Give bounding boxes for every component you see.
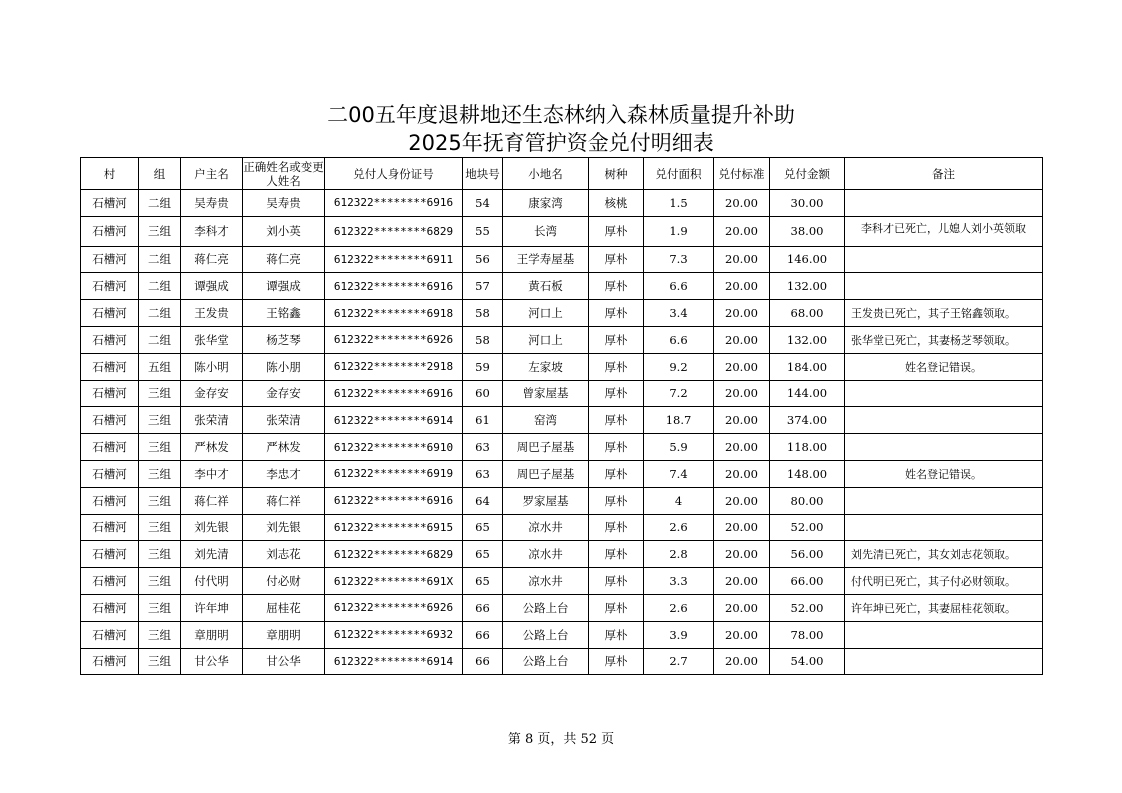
cell-tree-species: 厚朴 — [589, 621, 644, 648]
cell-place-name: 凉水井 — [503, 568, 589, 595]
cell-plot-number: 54 — [463, 190, 503, 217]
cell-place-name: 公路上台 — [503, 594, 589, 621]
cell-place-name: 周巴子屋基 — [503, 434, 589, 461]
cell-area: 1.9 — [644, 216, 714, 246]
cell-tree-species: 厚朴 — [589, 273, 644, 300]
cell-amount: 30.00 — [770, 190, 845, 217]
cell-standard: 20.00 — [714, 460, 770, 487]
cell-village: 石槽河 — [81, 487, 139, 514]
cell-place-name: 长湾 — [503, 216, 589, 246]
cell-group: 三组 — [139, 380, 181, 407]
cell-correct-name: 吴寿贵 — [243, 190, 325, 217]
cell-plot-number: 59 — [463, 353, 503, 380]
cell-amount: 80.00 — [770, 487, 845, 514]
cell-correct-name: 刘志花 — [243, 541, 325, 568]
cell-group: 二组 — [139, 326, 181, 353]
cell-area: 4 — [644, 487, 714, 514]
cell-amount: 68.00 — [770, 300, 845, 327]
cell-standard: 20.00 — [714, 514, 770, 541]
header-amount: 兑付金额 — [770, 158, 845, 190]
cell-correct-name: 王铭鑫 — [243, 300, 325, 327]
cell-householder: 刘先清 — [181, 541, 243, 568]
cell-householder: 王发贵 — [181, 300, 243, 327]
cell-area: 2.7 — [644, 648, 714, 675]
table-row — [81, 326, 1043, 353]
cell-correct-name: 金存安 — [243, 380, 325, 407]
cell-village: 石槽河 — [81, 273, 139, 300]
cell-correct-name: 张荣清 — [243, 407, 325, 434]
cell-plot-number: 56 — [463, 246, 503, 273]
cell-id-number: 612322********6919 — [325, 460, 463, 487]
cell-place-name: 凉水井 — [503, 514, 589, 541]
cell-remarks: 王发贵已死亡，其子王铭鑫领取。 — [845, 300, 1043, 327]
table-row — [81, 216, 1043, 246]
cell-tree-species: 厚朴 — [589, 568, 644, 595]
cell-group: 三组 — [139, 648, 181, 675]
cell-standard: 20.00 — [714, 353, 770, 380]
cell-standard: 20.00 — [714, 216, 770, 246]
cell-area: 3.4 — [644, 300, 714, 327]
cell-remarks: 张华堂已死亡，其妻杨芝琴领取。 — [845, 326, 1043, 353]
cell-place-name: 公路上台 — [503, 621, 589, 648]
table-row — [81, 246, 1043, 273]
cell-place-name: 河口上 — [503, 300, 589, 327]
cell-id-number: 612322********2918 — [325, 353, 463, 380]
table-row — [81, 407, 1043, 434]
cell-householder: 谭强成 — [181, 273, 243, 300]
cell-plot-number: 60 — [463, 380, 503, 407]
cell-village: 石槽河 — [81, 434, 139, 461]
header-remarks: 备注 — [845, 158, 1043, 190]
cell-amount: 118.00 — [770, 434, 845, 461]
cell-area: 9.2 — [644, 353, 714, 380]
cell-amount: 52.00 — [770, 514, 845, 541]
cell-area: 6.6 — [644, 273, 714, 300]
table-row — [81, 594, 1043, 621]
header-householder: 户主名 — [181, 158, 243, 190]
cell-standard: 20.00 — [714, 594, 770, 621]
cell-householder: 蒋仁祥 — [181, 487, 243, 514]
header-group: 组 — [139, 158, 181, 190]
cell-area: 7.2 — [644, 380, 714, 407]
cell-correct-name: 章朋明 — [243, 621, 325, 648]
cell-village: 石槽河 — [81, 621, 139, 648]
cell-correct-name: 刘小英 — [243, 216, 325, 246]
header-village: 村 — [81, 158, 139, 190]
cell-place-name: 左家坡 — [503, 353, 589, 380]
cell-id-number: 612322********691X — [325, 568, 463, 595]
cell-correct-name: 蒋仁祥 — [243, 487, 325, 514]
cell-correct-name: 李忠才 — [243, 460, 325, 487]
cell-householder: 张华堂 — [181, 326, 243, 353]
cell-correct-name: 屈桂花 — [243, 594, 325, 621]
cell-id-number: 612322********6916 — [325, 273, 463, 300]
cell-area: 18.7 — [644, 407, 714, 434]
page-footer: 第 8 页，共 52 页 — [507, 732, 615, 747]
cell-group: 三组 — [139, 541, 181, 568]
header-area: 兑付面积 — [644, 158, 714, 190]
cell-id-number: 612322********6911 — [325, 246, 463, 273]
cell-remarks — [845, 273, 1043, 300]
table-row — [81, 380, 1043, 407]
cell-plot-number: 66 — [463, 621, 503, 648]
cell-remarks: 付代明已死亡，其子付必财领取。 — [845, 568, 1043, 595]
cell-amount: 144.00 — [770, 380, 845, 407]
cell-householder: 金存安 — [181, 380, 243, 407]
cell-correct-name: 刘先银 — [243, 514, 325, 541]
cell-tree-species: 厚朴 — [589, 648, 644, 675]
cell-village: 石槽河 — [81, 246, 139, 273]
cell-remarks: 刘先清已死亡，其女刘志花领取。 — [845, 541, 1043, 568]
cell-plot-number: 64 — [463, 487, 503, 514]
table-header-row — [81, 158, 1043, 190]
cell-tree-species: 厚朴 — [589, 246, 644, 273]
cell-group: 五组 — [139, 353, 181, 380]
cell-plot-number: 63 — [463, 434, 503, 461]
table-row — [81, 621, 1043, 648]
cell-place-name: 黄石板 — [503, 273, 589, 300]
cell-group: 三组 — [139, 594, 181, 621]
cell-group: 三组 — [139, 487, 181, 514]
cell-householder: 章朋明 — [181, 621, 243, 648]
cell-village: 石槽河 — [81, 407, 139, 434]
cell-area: 5.9 — [644, 434, 714, 461]
cell-place-name: 公路上台 — [503, 648, 589, 675]
cell-householder: 吴寿贵 — [181, 190, 243, 217]
cell-group: 二组 — [139, 190, 181, 217]
cell-village: 石槽河 — [81, 300, 139, 327]
cell-id-number: 612322********6829 — [325, 541, 463, 568]
cell-place-name: 周巴子屋基 — [503, 460, 589, 487]
cell-plot-number: 65 — [463, 514, 503, 541]
cell-remarks — [845, 487, 1043, 514]
cell-tree-species: 厚朴 — [589, 300, 644, 327]
table-row — [81, 434, 1043, 461]
cell-standard: 20.00 — [714, 541, 770, 568]
cell-householder: 陈小明 — [181, 353, 243, 380]
header-correct-name: 正确姓名或变更人姓名 — [243, 159, 324, 188]
cell-correct-name: 严林发 — [243, 434, 325, 461]
cell-standard: 20.00 — [714, 568, 770, 595]
cell-tree-species: 厚朴 — [589, 460, 644, 487]
cell-group: 三组 — [139, 434, 181, 461]
cell-area: 7.3 — [644, 246, 714, 273]
cell-tree-species: 厚朴 — [589, 407, 644, 434]
cell-remarks — [845, 648, 1043, 675]
cell-area: 1.5 — [644, 190, 714, 217]
cell-remarks — [845, 407, 1043, 434]
cell-group: 三组 — [139, 216, 181, 246]
cell-id-number: 612322********6932 — [325, 621, 463, 648]
cell-village: 石槽河 — [81, 541, 139, 568]
cell-remarks — [845, 190, 1043, 217]
cell-id-number: 612322********6916 — [325, 380, 463, 407]
cell-area: 3.3 — [644, 568, 714, 595]
cell-place-name: 凉水井 — [503, 541, 589, 568]
cell-village: 石槽河 — [81, 648, 139, 675]
cell-standard: 20.00 — [714, 190, 770, 217]
cell-group: 二组 — [139, 300, 181, 327]
cell-id-number: 612322********6918 — [325, 300, 463, 327]
cell-id-number: 612322********6926 — [325, 594, 463, 621]
cell-id-number: 612322********6916 — [325, 190, 463, 217]
cell-remarks — [845, 380, 1043, 407]
cell-village: 石槽河 — [81, 353, 139, 380]
cell-amount: 132.00 — [770, 273, 845, 300]
cell-place-name: 罗家屋基 — [503, 487, 589, 514]
cell-standard: 20.00 — [714, 246, 770, 273]
cell-householder: 甘公华 — [181, 648, 243, 675]
cell-householder: 刘先银 — [181, 514, 243, 541]
cell-group: 三组 — [139, 460, 181, 487]
cell-village: 石槽河 — [81, 380, 139, 407]
document-title-line2: 2025年抚育管护资金兑付明细表 — [408, 131, 714, 155]
cell-plot-number: 57 — [463, 273, 503, 300]
cell-remarks — [845, 434, 1043, 461]
cell-tree-species: 厚朴 — [589, 434, 644, 461]
cell-id-number: 612322********6914 — [325, 648, 463, 675]
cell-tree-species: 厚朴 — [589, 326, 644, 353]
cell-amount: 78.00 — [770, 621, 845, 648]
cell-remarks: 姓名登记错误。 — [845, 353, 1043, 380]
cell-area: 2.8 — [644, 541, 714, 568]
cell-householder: 付代明 — [181, 568, 243, 595]
cell-standard: 20.00 — [714, 273, 770, 300]
cell-id-number: 612322********6915 — [325, 514, 463, 541]
header-tree-species: 树种 — [589, 158, 644, 190]
cell-standard: 20.00 — [714, 300, 770, 327]
cell-remarks: 李科才已死亡，儿媳人刘小英领取 — [845, 216, 1043, 246]
cell-correct-name: 蒋仁亮 — [243, 246, 325, 273]
cell-village: 石槽河 — [81, 190, 139, 217]
cell-place-name: 河口上 — [503, 326, 589, 353]
table-row — [81, 273, 1043, 300]
cell-village: 石槽河 — [81, 594, 139, 621]
table-row — [81, 460, 1043, 487]
table-body — [81, 190, 1043, 675]
cell-place-name: 王学寿屋基 — [503, 246, 589, 273]
cell-correct-name: 杨芝琴 — [243, 326, 325, 353]
table-row — [81, 648, 1043, 675]
cell-remarks — [845, 514, 1043, 541]
cell-standard: 20.00 — [714, 407, 770, 434]
cell-village: 石槽河 — [81, 216, 139, 246]
cell-remarks — [845, 246, 1043, 273]
cell-householder: 李中才 — [181, 460, 243, 487]
cell-group: 三组 — [139, 407, 181, 434]
table-row — [81, 568, 1043, 595]
cell-tree-species: 核桃 — [589, 190, 644, 217]
header-id-number: 兑付人身份证号 — [325, 158, 463, 190]
cell-amount: 132.00 — [770, 326, 845, 353]
cell-tree-species: 厚朴 — [589, 594, 644, 621]
cell-group: 三组 — [139, 514, 181, 541]
cell-id-number: 612322********6926 — [325, 326, 463, 353]
payment-detail-table — [80, 157, 1043, 675]
cell-remarks: 姓名登记错误。 — [845, 460, 1043, 487]
cell-correct-name: 谭强成 — [243, 273, 325, 300]
cell-householder: 李科才 — [181, 216, 243, 246]
cell-correct-name: 陈小朋 — [243, 353, 325, 380]
cell-amount: 66.00 — [770, 568, 845, 595]
cell-amount: 148.00 — [770, 460, 845, 487]
cell-area: 6.6 — [644, 326, 714, 353]
cell-id-number: 612322********6829 — [325, 216, 463, 246]
cell-plot-number: 65 — [463, 568, 503, 595]
cell-remarks — [845, 621, 1043, 648]
cell-standard: 20.00 — [714, 380, 770, 407]
cell-village: 石槽河 — [81, 460, 139, 487]
table-row — [81, 353, 1043, 380]
cell-tree-species: 厚朴 — [589, 541, 644, 568]
cell-plot-number: 65 — [463, 541, 503, 568]
cell-standard: 20.00 — [714, 487, 770, 514]
cell-plot-number: 55 — [463, 216, 503, 246]
cell-village: 石槽河 — [81, 326, 139, 353]
cell-amount: 56.00 — [770, 541, 845, 568]
cell-householder: 许年坤 — [181, 594, 243, 621]
cell-correct-name: 付必财 — [243, 568, 325, 595]
cell-amount: 52.00 — [770, 594, 845, 621]
header-plot-number: 地块号 — [463, 158, 503, 190]
cell-standard: 20.00 — [714, 434, 770, 461]
table-row — [81, 487, 1043, 514]
header-standard: 兑付标准 — [714, 158, 770, 190]
cell-tree-species: 厚朴 — [589, 487, 644, 514]
cell-group: 二组 — [139, 273, 181, 300]
header-place-name: 小地名 — [503, 158, 589, 190]
cell-area: 2.6 — [644, 594, 714, 621]
table-row — [81, 541, 1043, 568]
cell-standard: 20.00 — [714, 648, 770, 675]
cell-area: 3.9 — [644, 621, 714, 648]
cell-place-name: 曾家屋基 — [503, 380, 589, 407]
cell-householder: 张荣清 — [181, 407, 243, 434]
cell-tree-species: 厚朴 — [589, 514, 644, 541]
cell-householder: 蒋仁亮 — [181, 246, 243, 273]
cell-group: 二组 — [139, 246, 181, 273]
cell-householder: 严林发 — [181, 434, 243, 461]
cell-plot-number: 58 — [463, 326, 503, 353]
cell-village: 石槽河 — [81, 514, 139, 541]
cell-id-number: 612322********6914 — [325, 407, 463, 434]
cell-tree-species: 厚朴 — [589, 353, 644, 380]
cell-village: 石槽河 — [81, 568, 139, 595]
cell-correct-name: 甘公华 — [243, 648, 325, 675]
cell-plot-number: 63 — [463, 460, 503, 487]
cell-group: 三组 — [139, 621, 181, 648]
cell-tree-species: 厚朴 — [589, 216, 644, 246]
cell-plot-number: 66 — [463, 594, 503, 621]
cell-tree-species: 厚朴 — [589, 380, 644, 407]
cell-remarks: 许年坤已死亡，其妻屈桂花领取。 — [845, 594, 1043, 621]
cell-amount: 38.00 — [770, 216, 845, 246]
cell-group: 三组 — [139, 568, 181, 595]
cell-plot-number: 58 — [463, 300, 503, 327]
cell-area: 2.6 — [644, 514, 714, 541]
cell-plot-number: 61 — [463, 407, 503, 434]
cell-plot-number: 66 — [463, 648, 503, 675]
cell-id-number: 612322********6916 — [325, 487, 463, 514]
cell-amount: 54.00 — [770, 648, 845, 675]
cell-standard: 20.00 — [714, 621, 770, 648]
cell-amount: 146.00 — [770, 246, 845, 273]
table-row — [81, 190, 1043, 217]
cell-area: 7.4 — [644, 460, 714, 487]
cell-id-number: 612322********6910 — [325, 434, 463, 461]
document-title-line1: 二00五年度退耕地还生态林纳入森林质量提升补助 — [327, 103, 795, 127]
cell-place-name: 窑湾 — [503, 407, 589, 434]
cell-amount: 184.00 — [770, 353, 845, 380]
cell-place-name: 康家湾 — [503, 190, 589, 217]
table-row — [81, 514, 1043, 541]
cell-amount: 374.00 — [770, 407, 845, 434]
cell-standard: 20.00 — [714, 326, 770, 353]
table-row — [81, 300, 1043, 327]
